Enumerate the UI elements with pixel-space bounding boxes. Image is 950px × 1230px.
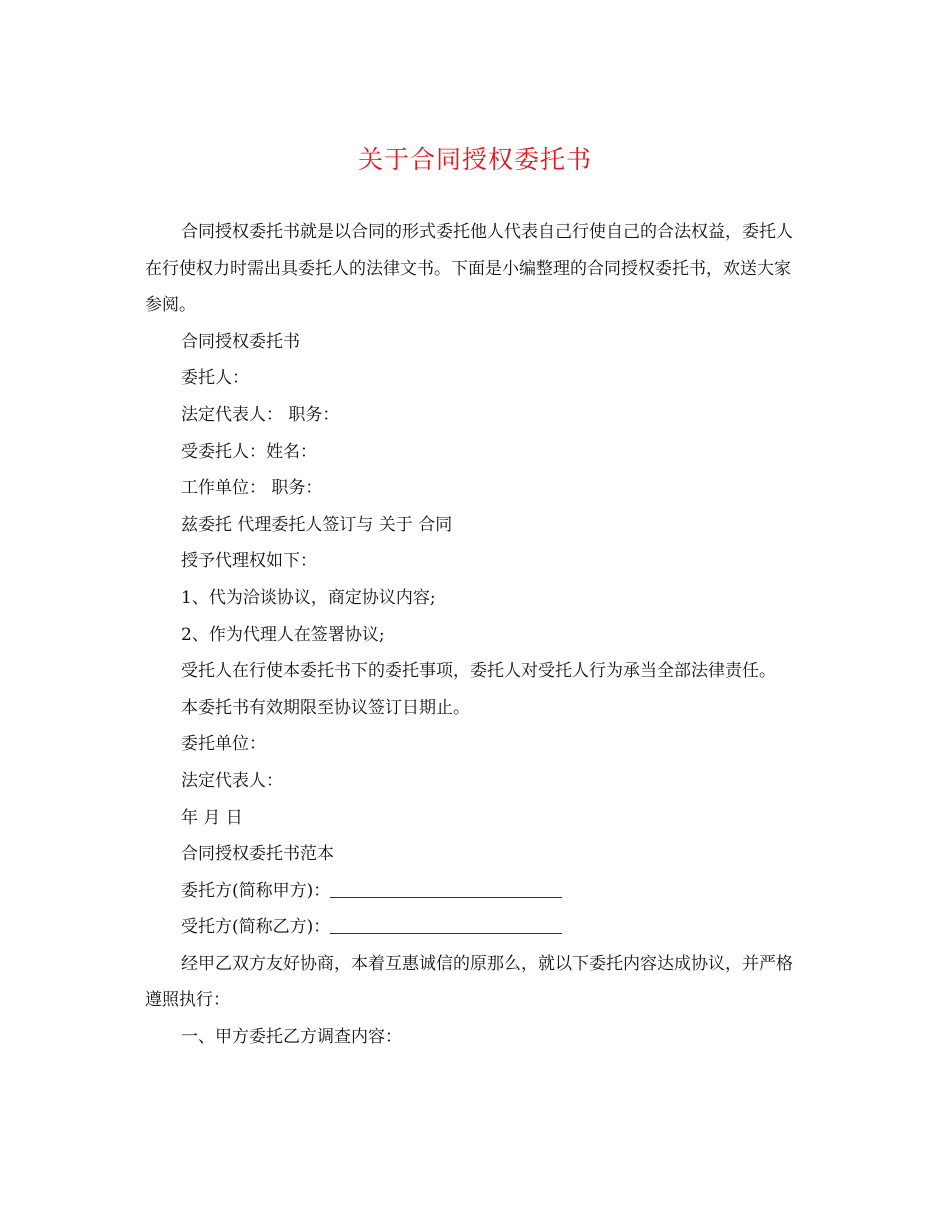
- field-principal: 委托人：: [181, 368, 249, 389]
- field-work-unit: 工作单位： 职务：: [181, 478, 323, 499]
- section-heading: 合同授权委托书: [181, 331, 300, 352]
- field-principal-unit: 委托单位：: [181, 734, 266, 755]
- power-item-2: 2、作为代理人在签署协议;: [181, 624, 385, 645]
- field-legal-rep: 法定代表人： 职务：: [181, 404, 340, 425]
- intro-paragraph: 合同授权委托书就是以合同的形式委托他人代表自己行使自己的合法权益，委托人在行使权力时需出具委托人的法律文书。下面是小编整理的合同授权委托书，欢送大家参阅。: [145, 222, 793, 316]
- field-legal-rep-signature: 法定代表人：: [181, 770, 283, 791]
- party-a-blank: [330, 879, 562, 898]
- power-item-1: 1、代为洽谈协议，商定协议内容;: [181, 587, 436, 608]
- party-a-line: [145, 873, 805, 910]
- party-a-label: 委托方(简称甲方)：: [181, 880, 331, 901]
- date-line: 年 月 日: [181, 807, 243, 828]
- field-agent-name: 受委托人：姓名：: [181, 441, 317, 462]
- party-b-blank: [330, 915, 562, 934]
- powers-heading: 授予代理权如下：: [181, 551, 317, 572]
- party-b-label: 受托方(简称乙方)：: [181, 917, 331, 938]
- liability-paragraph: 受托人在行使本委托书下的委托事项，委托人对受托人行为承当全部法律责任。: [181, 661, 776, 682]
- agreement-paragraph: 经甲乙双方友好协商，本着互惠诚信的原那么，就以下委托内容达成协议，并严格遵照执行：: [145, 953, 793, 1011]
- party-b-line: [145, 909, 805, 946]
- clause-1-heading: 一、甲方委托乙方调查内容：: [181, 1027, 402, 1048]
- authorization-statement: 兹委托 代理委托人签订与 关于 合同: [181, 514, 453, 535]
- template-heading: 合同授权委托书范本: [181, 844, 334, 865]
- document-title: 关于合同授权委托书: [357, 145, 592, 174]
- document-body: [145, 214, 805, 1056]
- validity-paragraph: 本委托书有效期限至协议签订日期止。: [181, 697, 470, 718]
